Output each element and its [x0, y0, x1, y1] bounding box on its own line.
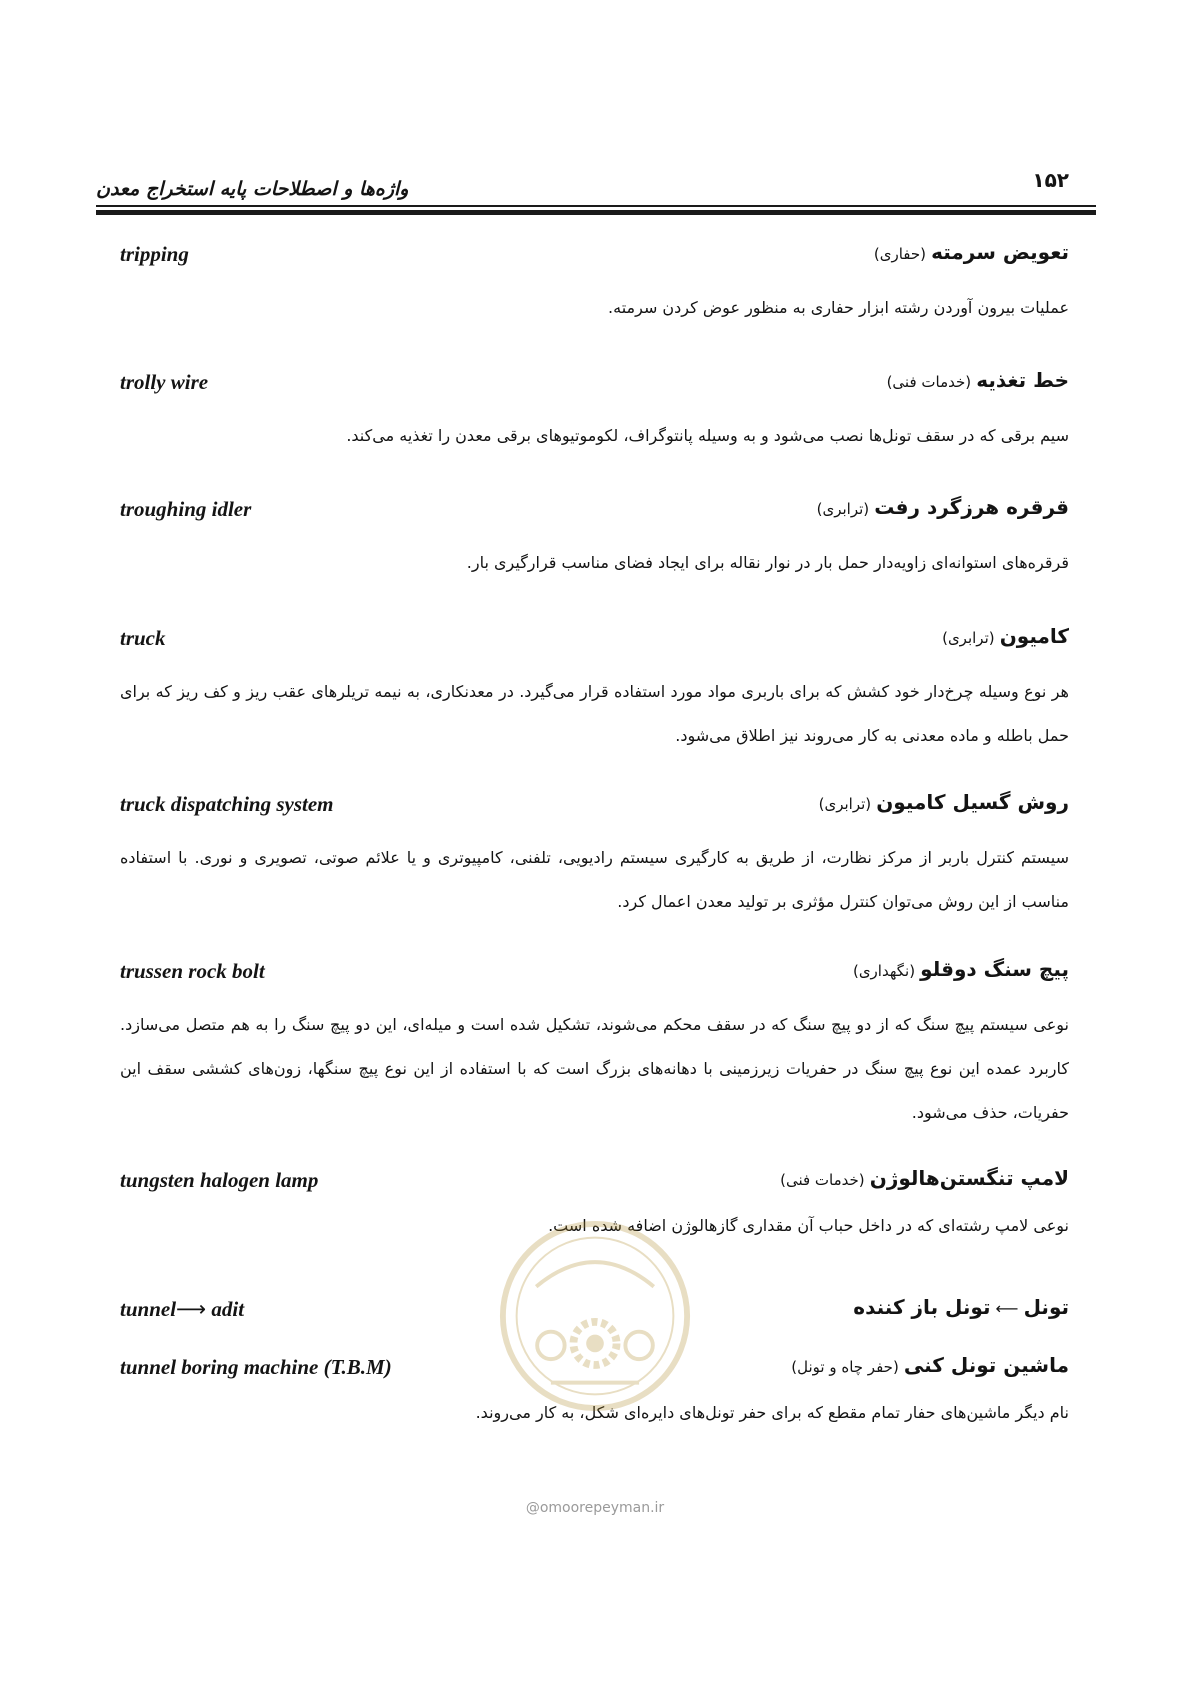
english-term: tripping: [120, 242, 189, 266]
persian-definition: هر نوع وسیله چرخ‌دار خود کشش که برای باربری مواد مورد استفاده قرار می‌گیرد. در معدنکاری، به نیمه تریلرهای عقب ریز و کف ریز که برای حمل باطله و ماده معدنی به کار می‌روند نیز اطلاق می‌شود.: [120, 682, 1069, 745]
english-term: troughing idler: [120, 497, 252, 521]
persian-category: (خدمات فنی): [886, 373, 972, 391]
persian-heading: [887, 368, 1069, 392]
english-term: [120, 1297, 244, 1322]
english-term-source: tunnel: [120, 1297, 177, 1321]
persian-category: (ترابری): [942, 629, 995, 647]
header-rule-thick: [96, 210, 1096, 215]
english-term: trolly wire: [120, 370, 209, 394]
persian-heading: [853, 957, 1069, 981]
persian-term: لامپ تنگستن‌هالوژن: [869, 1166, 1069, 1190]
persian-heading: [819, 790, 1069, 814]
persian-category: (ترابری): [818, 795, 872, 813]
persian-definition: عملیات بیرون آوردن رشته ابزار حفاری به منظور عوض کردن سرمته.: [608, 298, 1069, 317]
persian-heading: [874, 240, 1069, 264]
persian-term: روش گسیل کامیون: [876, 790, 1069, 814]
persian-definition: سیم برقی که در سقف تونل‌ها نصب می‌شود و به وسیله پانتوگراف، لکوموتیوهای برقی معدن را تغذیه می‌کند.: [346, 426, 1069, 445]
persian-term: قرقره هرزگرد رفت: [874, 495, 1069, 519]
persian-definition: نوعی لامپ رشته‌ای که در داخل حباب آن مقداری گازهالوژن اضافه شده است.: [548, 1216, 1069, 1235]
english-term: tungsten halogen lamp: [120, 1168, 319, 1192]
header-title: واژه‌ها و اصطلاحات پایه استخراج معدن: [96, 178, 409, 200]
header-rule-thin: [96, 205, 1096, 207]
page-number: ۱۵۲: [1032, 168, 1069, 192]
persian-definition: نام دیگر ماشین‌های حفار تمام مقطع که برای حفر تونل‌های دایره‌ای شکل، به کار می‌روند.: [475, 1403, 1069, 1422]
watermark-seal: [497, 1218, 693, 1414]
left-arrow-icon: ⟵: [995, 1299, 1019, 1318]
persian-heading: [853, 1295, 1069, 1319]
persian-term: پیچ سنگ دوقلو: [920, 957, 1069, 981]
persian-definition: قرقره‌های استوانه‌ای زاویه‌دار حمل بار در نوار نقاله برای ایجاد فضای مناسب قرارگیری بار.: [466, 553, 1069, 572]
persian-term: تعویض سرمته: [931, 240, 1069, 264]
persian-heading: [791, 1353, 1069, 1377]
persian-category: (حفاری): [873, 245, 927, 263]
persian-definition: نوعی سیستم پیچ سنگ که از دو پیچ سنگ که در سقف محکم می‌شوند، تشکیل شده است و میله‌ای، این دو پیچ سنگ را به هم متصل می‌سازد. کاربرد عمده این نوع پیچ سنگ در حفریات زیرزمینی با دهانه‌های بزرگ است که با استفاده از این نوع پیچ سنگها، زون‌های کششی سقف این حفریات، حذف می‌شود.: [120, 1015, 1069, 1122]
persian-heading: [942, 624, 1069, 648]
right-arrow-icon: ⟶: [176, 1297, 207, 1321]
english-term: truck: [120, 626, 166, 650]
english-term: trussen rock bolt: [120, 959, 265, 983]
persian-category: (نگهداری): [852, 962, 916, 980]
persian-term: خط تغذیه: [976, 368, 1069, 392]
persian-definition: سیستم کنترل باربر از مرکز نظارت، از طریق به کارگیری سیستم رادیویی، تلفنی، کامپیوتری و یا علائم صوتی، تصویری و نوری. با استفاده مناسب از این روش می‌توان کنترل مؤثری بر تولید معدن اعمال کرد.: [120, 848, 1069, 911]
watermark-url: @omoorepeyman.ir: [525, 1500, 665, 1516]
persian-category: (خدمات فنی): [780, 1171, 865, 1189]
persian-category: (ترابری): [816, 500, 870, 518]
persian-category: (حفر چاه و تونل): [791, 1358, 899, 1376]
persian-term: کامیون: [999, 624, 1069, 648]
persian-term-source: تونل: [1023, 1295, 1069, 1319]
english-term: truck dispatching system: [120, 792, 334, 816]
persian-heading: [817, 495, 1069, 519]
persian-term-target: تونل باز کننده: [853, 1295, 991, 1319]
persian-heading: [780, 1166, 1069, 1190]
english-term-target: adit: [211, 1297, 245, 1321]
persian-term: ماشین تونل کنی: [903, 1353, 1069, 1377]
english-term: tunnel boring machine (T.B.M): [120, 1355, 392, 1379]
